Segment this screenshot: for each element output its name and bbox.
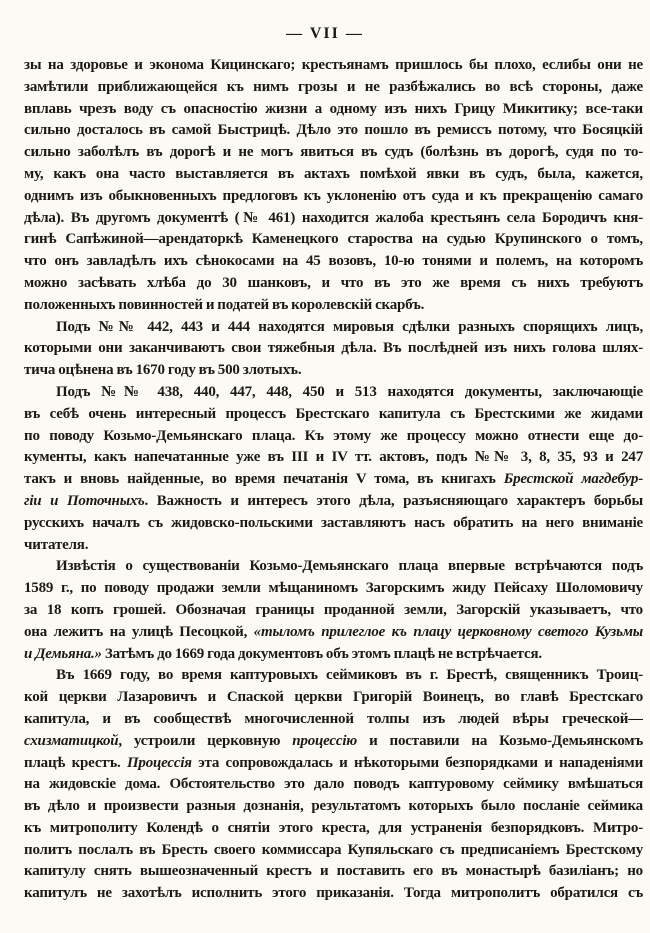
text-segment: вплавь чрезъ воду съ опасностію жизни а одному изъ нихъ Грицу Микитику; все-таки (24, 100, 643, 117)
text-segment: Подъ №№ 442, 443 и 444 находятся мировыя сдѣлки разныхъ спорящихъ лицъ, (56, 318, 643, 335)
text-line (24, 840, 643, 862)
text-segment: тича оцѣнена въ 1670 году въ 500 злотыхъ. (24, 362, 302, 379)
text-line (24, 164, 643, 186)
text-line (24, 208, 643, 230)
text-line (24, 99, 643, 121)
text-line (24, 731, 643, 753)
text-segment: Затѣмъ до 1669 года документовъ объ этомъ плацѣ не встрѣчается. (101, 645, 542, 662)
text-line (24, 338, 643, 360)
italic-text-segment: Брестской магдебур- (503, 471, 643, 488)
text-line (24, 774, 643, 796)
text-line (24, 622, 643, 644)
text-line (24, 644, 643, 666)
text-segment: положенныхъ повинностей и податей въ королевскій скарбъ. (24, 296, 425, 313)
text-segment: за 18 копъ грошей. Обозначая границы проданной земли, Загорскій указываетъ, что (24, 601, 643, 618)
text-segment: Въ 1669 году, во время каптуровыхъ сеймиковъ въ г. Брестѣ, священникъ Троиц- (56, 667, 643, 684)
text-segment: му, какъ она часто выставляется въ актахъ помѣхой явки въ судъ, была, кажется, (24, 165, 643, 182)
text-line (24, 77, 643, 99)
text-line (24, 796, 643, 818)
text-segment: русскихъ началъ съ жидовско-польскими заставляютъ насъ обратить на него вниманіе (24, 514, 643, 531)
text-line (24, 600, 643, 622)
text-line (24, 556, 643, 578)
text-segment: капитулу снять вышеозначенный крестъ и поставить его въ монастырѣ базиліанъ; но (24, 863, 643, 880)
text-segment: зы на здоровье и эконома Кицинскаго; крестьянамъ пришлось бы плохо, еслибы они не (24, 57, 643, 73)
text-segment: въ себѣ очень интересный процессъ Брестскаго капитула съ Брестскими же жидами (24, 405, 643, 422)
text-line (24, 469, 643, 491)
text-segment: однимъ изъ обыкновенныхъ предлоговъ къ уклоненію отъ суда и къ прекращенію самаго (24, 187, 643, 204)
text-segment: плацѣ крестъ. (24, 754, 127, 771)
text-line (24, 360, 643, 382)
text-line (24, 687, 643, 709)
text-segment: сильно досталось въ самой Быстрицѣ. Дѣло это пошло въ ремиссъ потому, что Босяцкій (24, 122, 643, 139)
text-line (24, 861, 643, 883)
text-line (24, 578, 643, 600)
italic-text-segment: Процессія (126, 754, 192, 771)
text-segment: что онъ завладѣлъ ихъ сѣнокосами на 45 возовъ, 10-ю тонями и полемъ, на которомъ (24, 253, 643, 270)
text-line (24, 753, 643, 775)
text-line (24, 120, 643, 142)
text-line (24, 447, 643, 469)
text-segment: капитулъ не захотѣлъ исполнить этого приказанія. Тогда митрополитъ обратился съ (24, 885, 643, 902)
text-segment: на жидовскіе дома. Обстоятельство это дало поводъ каптуровому сеймику вмѣшаться (24, 776, 643, 793)
text-segment: эта сопровождалась и нѣкоторыми безпорядками и нападеніями (191, 754, 643, 771)
text-line (24, 426, 643, 448)
text-segment: Извѣстія о существованіи Козьмо-Демьянскаго плаца впервые встрѣчаются подъ (56, 558, 643, 575)
text-line (24, 142, 643, 164)
text-segment: можно засѣвать хлѣба до 30 шанковъ, и что въ это же время съ нихъ требуютъ (24, 274, 643, 291)
text-segment: читателя. (24, 536, 89, 553)
text-segment: и поставили на Козьмо-Демьянскомъ (357, 732, 643, 749)
text-segment: она лежитъ на улицѣ Песоцкой, (24, 623, 254, 640)
italic-text-segment: «тыломъ прилеглое къ плацу церковному светого Кузьмы (253, 623, 643, 640)
text-line (24, 883, 643, 905)
text-line (24, 55, 643, 77)
text-line (24, 295, 643, 317)
text-segment: такъ и вновь найденные, во время печатанія V тома, въ книгахъ (24, 471, 504, 488)
text-segment: которыми они заканчиваютъ свои тяжебныя дѣла. Въ послѣдней изъ нихъ голова шлях- (24, 340, 643, 357)
text-line (24, 709, 643, 731)
text-segment: къ митрополиту Колендѣ о снятіи этого креста, для устраненія безпорядковъ. Митро- (24, 819, 643, 836)
text-segment: сильно заболѣлъ въ дорогѣ и не могъ явиться въ судъ (болѣзнь въ дорогѣ, судя по то- (24, 144, 643, 161)
text-segment: , устроили церковную (118, 732, 293, 749)
text-line (24, 818, 643, 840)
text-segment: Подъ №№ 438, 440, 447, 448, 450 и 513 находятся документы, заключающіе (56, 383, 643, 400)
page-text (24, 55, 643, 905)
text-segment: 1589 г., по поводу продажи земли мѣщаниномъ Загорскимъ жиду Пейсаху Шоломовичу (24, 580, 643, 597)
text-line (24, 186, 643, 208)
text-line (24, 665, 643, 687)
italic-text-segment: процессію (292, 732, 358, 749)
text-line (24, 535, 643, 557)
text-segment: капитула, и въ сообществѣ многочисленной толпы изъ людей вѣры греческой— (24, 710, 643, 727)
text-segment: замѣтили приближающейся къ нимъ грозы и не разбѣжались во всѣ стороны, даже (24, 78, 643, 95)
italic-text-segment: схизматицкой (24, 732, 119, 749)
text-segment: кументы, какъ напечатанные уже въ III и IV тт. актовъ, подъ №№ 3, 8, 35, 93 и 247 (24, 449, 643, 466)
text-segment: . Важность и интересъ этого дѣла, разъясняющаго характеръ борьбы (144, 492, 643, 509)
text-line (24, 251, 643, 273)
text-segment: въ дѣло и произвести разныя дознанія, результатомъ которыхъ было посланіе сеймика (24, 798, 643, 815)
text-line (24, 404, 643, 426)
text-line (24, 273, 643, 295)
text-line (24, 229, 643, 251)
page-number-header: — VII — (286, 25, 364, 42)
text-segment: политъ послалъ въ Бресть своего коммиссара Купяльскаго съ предписаніемъ Брестскому (24, 841, 643, 858)
text-line (24, 513, 643, 535)
text-segment: дѣла). Въ другомъ документѣ (№ 461) находится жалоба крестьянъ села Бородичъ кня- (24, 209, 643, 226)
text-segment: кой церкви Лазаровичъ и Спаской церкви Григорій Воинецъ, во главѣ Брестскаго (24, 689, 643, 706)
italic-text-segment: гіи и Поточныхъ (24, 492, 145, 509)
text-line (24, 491, 643, 513)
text-line (24, 317, 643, 339)
italic-text-segment: и Демьяна.» (24, 645, 102, 662)
text-segment: по поводу Козьмо-Демьянскаго плаца. Къ этому же процессу можно отнести еще до- (24, 427, 643, 444)
text-segment: гинѣ Сапѣжиной—арендаторкѣ Каменецкого староства на судью Крупинского о томъ, (24, 231, 643, 248)
text-line (24, 382, 643, 404)
